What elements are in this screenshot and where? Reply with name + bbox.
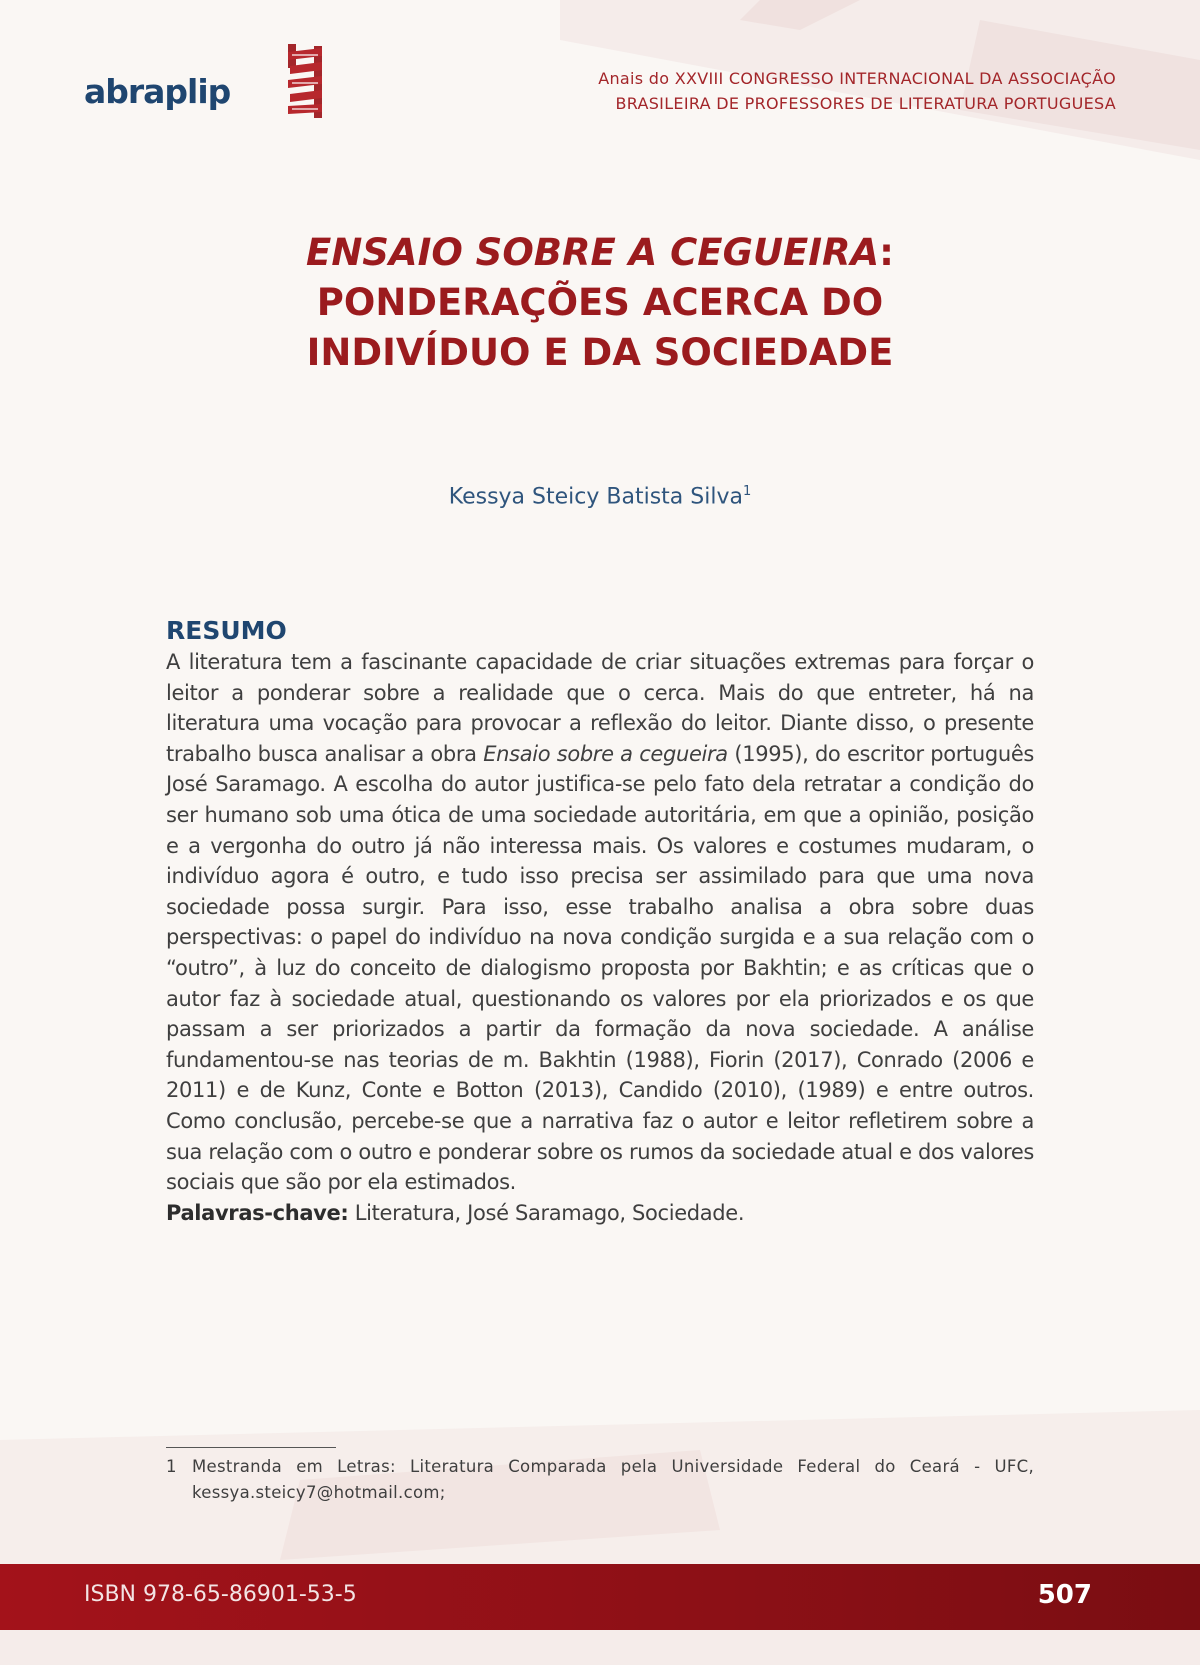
footnote <box>166 1454 1034 1506</box>
abstract-work-title: Ensaio sobre a cegueira <box>483 741 728 766</box>
logo-bars-icon <box>204 44 330 120</box>
keywords-label: Palavras-chave: <box>166 1200 349 1225</box>
abstract-body <box>166 647 1034 1198</box>
footnote-divider <box>166 1447 336 1448</box>
conference-header-line-2: BRASILEIRA DE PROFESSORES DE LITERATURA PORTUGUESA <box>615 94 1116 113</box>
paper-title <box>150 228 1050 378</box>
isbn: ISBN 978-65-86901-53-5 <box>84 1582 357 1607</box>
author-line <box>150 484 1050 509</box>
page-number: 507 <box>1037 1580 1092 1610</box>
abstract-text-part-2: (1995), do escritor português José Saramago. A escolha do autor justifica-se pelo fato dela retratar a condição do ser humano sob uma ótica de uma sociedade autoritária, em que a opinião, posição e a vergonha do outro já não interessa mais. Os valores e costumes mudaram, o indivíduo agora é outro, e tudo isso precisa ser assimilado para que uma nova sociedade possa surgir. Para isso, esse trabalho analisa a obra sobre duas perspectivas: o papel do indivíduo na nova condição surgida e a sua relação com o “outro”, à luz do conceito de dialogismo proposta por Bakhtin; e as críticas que o autor faz à sociedade atual, questionando os valores por ela priorizados e os que passam a ser priorizados a partir da formação da nova sociedade. A análise fundamentou-se nas teorias de m. Bakhtin (1988), Fiorin (2017), Conrado (2006 e 2011) e de Kunz, Conte e Botton (2013), Candido (2010), (1989) e entre outros. Como conclusão, percebe-se que a narrativa faz o autor e leitor refletirem sobre a sua relação com o outro e ponderar sobre os rumos da sociedade atual e dos valores sociais que são por ela estimados. <box>166 741 1034 1195</box>
title-line-3: INDIVÍDUO E DA SOCIEDADE <box>306 331 894 374</box>
abstract-heading: RESUMO <box>166 616 287 645</box>
author-footnote-marker: 1 <box>742 484 752 499</box>
abstract-text-part-1: A literatura tem a fascinante capacidade de criar situações extremas para forçar o leitor a ponderar sobre a realidade que o cerca. Mais do que entreter, há na literatura uma vocação para provocar a reflexão do leitor. Diante disso, o presente trabalho busca analisar a obra <box>166 650 1034 766</box>
title-colon: : <box>879 231 894 274</box>
conference-header <box>496 66 1116 116</box>
title-line-1 <box>150 228 1050 278</box>
keywords-value: Literatura, José Saramago, Sociedade. <box>348 1200 745 1225</box>
footer-bar <box>0 1564 1200 1630</box>
footnote-text: Mestranda em Letras: Literatura Comparada pela Universidade Federal do Ceará - UFC, kessya.steicy7@hotmail.com; <box>192 1457 1034 1502</box>
logo-wordmark: abraplip <box>84 72 231 111</box>
conference-header-line-1: Anais do XXVIII CONGRESSO INTERNACIONAL DA ASSOCIAÇÃO <box>598 69 1116 88</box>
author-name: Kessya Steicy Batista Silva <box>448 484 743 510</box>
keywords <box>166 1198 1034 1229</box>
abraplip-logo <box>84 44 330 120</box>
abstract-section <box>166 616 1034 1228</box>
title-line-2: PONDERAÇÕES ACERCA DO <box>316 281 884 324</box>
footnote-number: 1 <box>166 1457 177 1476</box>
title-work-name: ENSAIO SOBRE A CEGUEIRA <box>306 231 880 274</box>
